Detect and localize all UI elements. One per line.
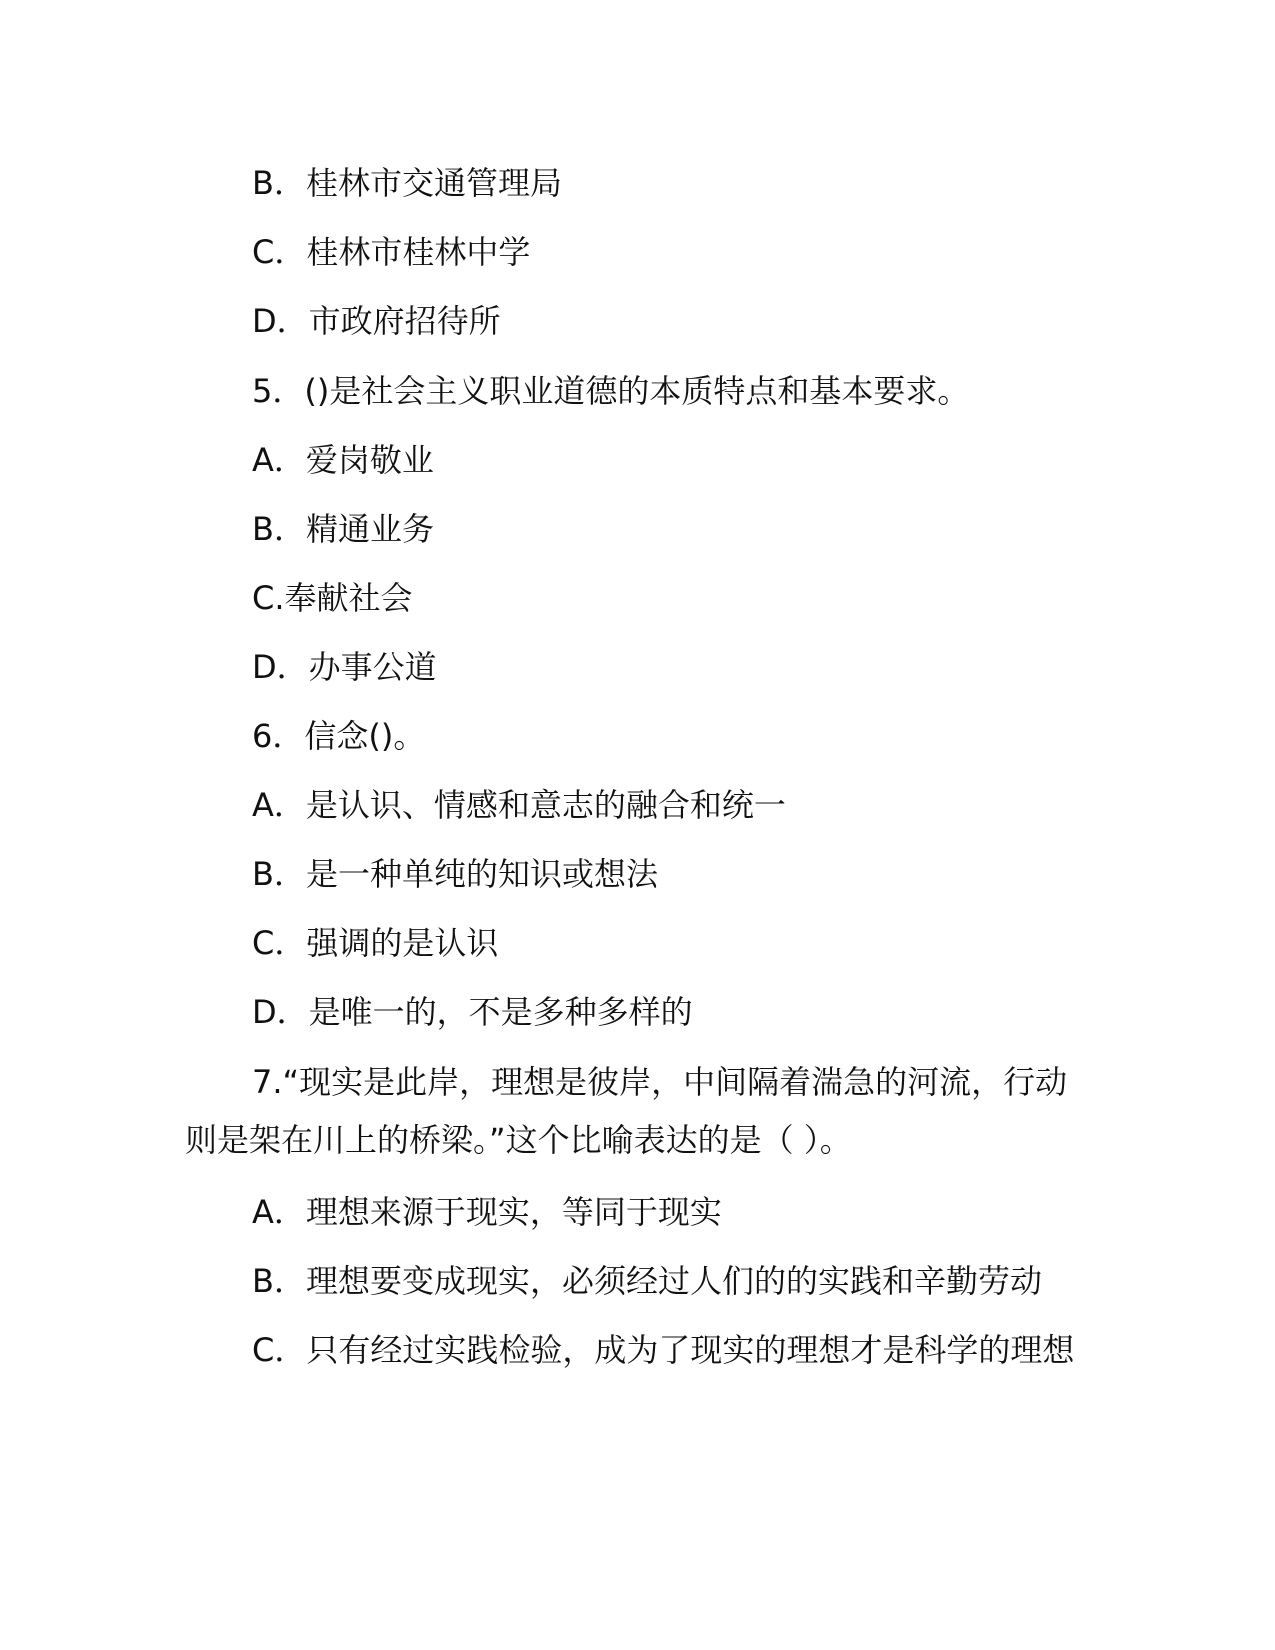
- q4-option-d: D．市政府招待所: [252, 302, 501, 340]
- q6-stem: 6．信念()。: [252, 717, 426, 755]
- q7-option-b: B．理想要变成现实，必须经过人们的的实践和辛勤劳动: [252, 1262, 1042, 1300]
- q5-option-a: A．爱岗敬业: [252, 441, 434, 479]
- q6-option-d: D．是唯一的，不是多种多样的: [252, 993, 693, 1031]
- q6-option-c: C．强调的是认识: [252, 924, 499, 962]
- q6-option-b: B．是一种单纯的知识或想法: [252, 855, 658, 893]
- q5-option-c: C.奉献社会: [252, 579, 413, 617]
- q5-stem: 5．()是社会主义职业道德的本质特点和基本要求。: [252, 372, 970, 410]
- q4-option-c: C．桂林市桂林中学: [252, 233, 531, 271]
- q5-option-d: D．办事公道: [252, 648, 437, 686]
- q7-option-a: A．理想来源于现实，等同于现实: [252, 1193, 722, 1231]
- q7-stem: 7.“现实是此岸，理想是彼岸，中间隔着湍急的河流，行动则是架在川上的桥梁。”这个比喻表达的是（ ）。: [185, 1063, 1068, 1159]
- q5-option-b: B．精通业务: [252, 510, 434, 548]
- q4-option-b: B．桂林市交通管理局: [252, 164, 562, 202]
- q6-option-a: A．是认识、情感和意志的融合和统一: [252, 786, 786, 824]
- q7-option-c: C．只有经过实践检验，成为了现实的理想才是科学的理想: [252, 1331, 1075, 1369]
